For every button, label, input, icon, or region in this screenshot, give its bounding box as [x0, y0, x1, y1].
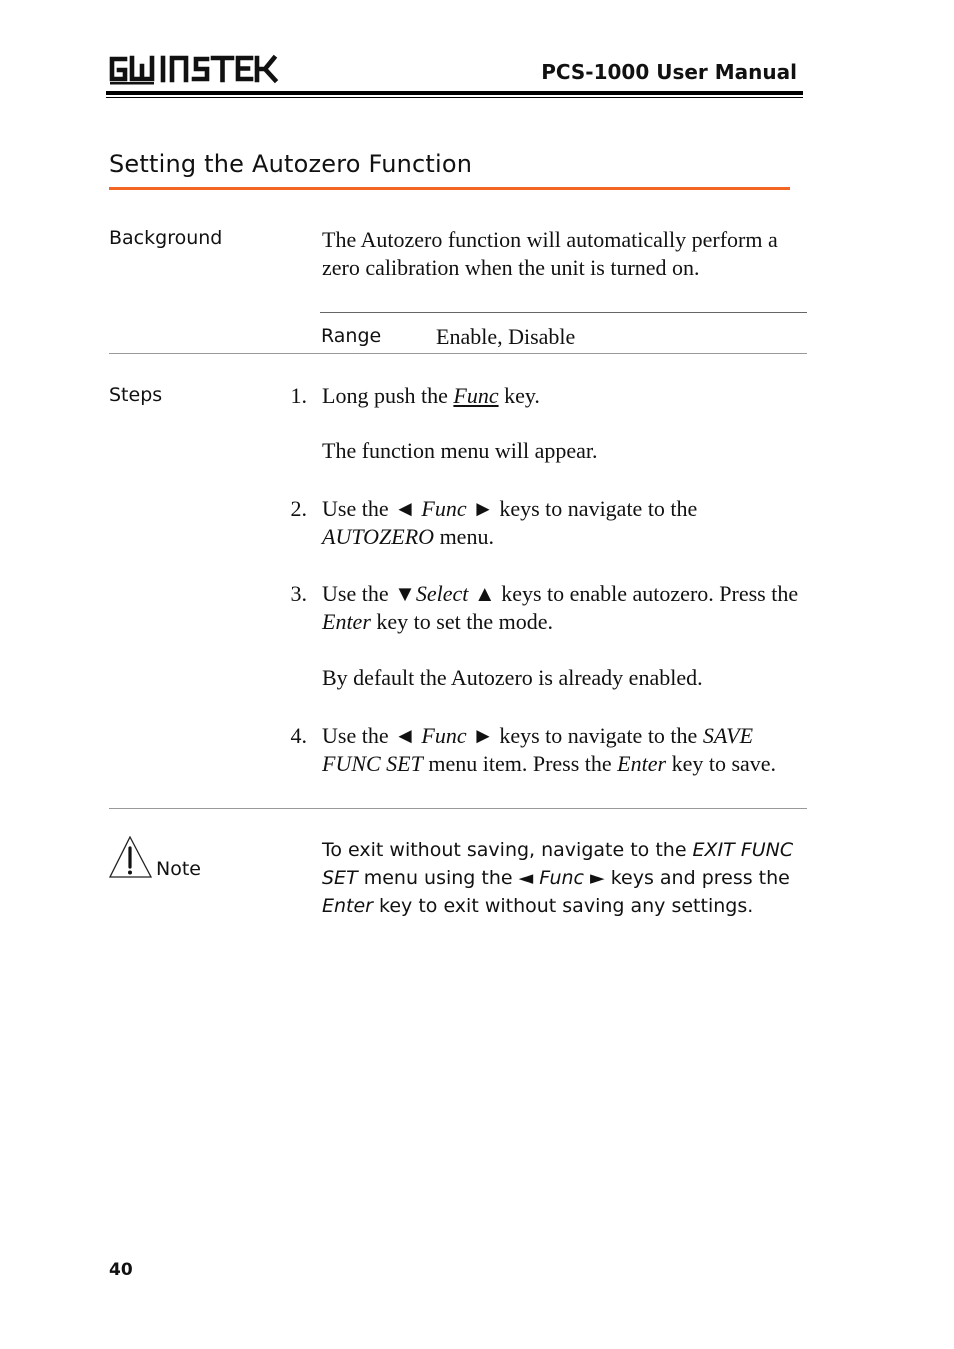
right-arrow-icon: ►: [472, 496, 494, 521]
func-key-link[interactable]: Func: [453, 383, 499, 408]
note-text: To exit without saving, navigate to the EXIT FUNC SET menu using the ◄ Func ► keys and press the Enter key to exit without saving any settings.: [322, 839, 794, 917]
header-rule-thin: [106, 97, 803, 98]
enter-key: Enter: [322, 895, 373, 917]
steps-label: Steps: [109, 384, 163, 406]
step-2-text: Use the ◄ Func ► keys to navigate to the AUTOZERO menu.: [322, 496, 698, 549]
step-3-text: Use the ▼Select ▲ keys to enable autozero. Press the Enter key to set the mode.: [322, 581, 799, 634]
background-description: The Autozero function will automatically perform a zero calibration when the unit is turned on.: [322, 227, 778, 280]
note-label: Note: [156, 858, 201, 880]
func-key: Func: [539, 867, 584, 889]
enter-key: Enter: [617, 751, 667, 776]
manual-title: PCS-1000 User Manual: [541, 60, 797, 84]
header-rule: [106, 91, 803, 95]
step-1-text: [322, 382, 802, 410]
steps-separator: [109, 808, 807, 809]
step-text: Long push the: [322, 383, 454, 408]
warning-icon: [109, 836, 153, 880]
range-value: Enable, Disable: [436, 324, 576, 349]
enter-key: Enter: [322, 609, 371, 634]
up-arrow-icon: ▲: [473, 581, 496, 606]
left-arrow-icon: ◄: [394, 496, 416, 521]
gw-instek-logo-icon: [108, 52, 280, 86]
section-title-underline: [109, 187, 790, 190]
step-4-text: Use the ◄ Func ► keys to navigate to the SAVE FUNC SET menu item. Press the Enter key to save.: [322, 723, 777, 776]
background-label: Background: [109, 227, 223, 249]
down-arrow-icon: ▼: [394, 581, 416, 606]
step-number: 2.: [290, 496, 307, 521]
brand-logo: [108, 52, 280, 86]
step-number: 1.: [290, 383, 307, 408]
page-number: 40: [109, 1260, 133, 1280]
func-key: Func: [421, 496, 467, 521]
section-title: Setting the Autozero Function: [109, 150, 473, 178]
step-1-note: The function menu will appear.: [322, 438, 598, 463]
autozero-menu: AUTOZERO: [322, 524, 435, 549]
func-key: Func: [421, 723, 467, 748]
step-number: 4.: [290, 723, 307, 748]
background-separator: [109, 353, 807, 354]
range-label: Range: [321, 325, 382, 347]
left-arrow-icon: ◄: [394, 723, 416, 748]
right-arrow-icon: ►: [472, 723, 494, 748]
step-number: 3.: [290, 581, 307, 606]
step-text: key.: [498, 383, 540, 408]
right-arrow-icon: ►: [590, 867, 605, 889]
exit-func-set-menu: EXIT FUNC SET: [322, 839, 794, 889]
select-key: Select: [415, 581, 469, 606]
save-func-set-menu: SAVE FUNC SET: [322, 723, 754, 776]
left-arrow-icon: ◄: [518, 867, 534, 889]
range-separator: [320, 312, 807, 313]
step-3-note: By default the Autozero is already enabled.: [322, 665, 703, 690]
